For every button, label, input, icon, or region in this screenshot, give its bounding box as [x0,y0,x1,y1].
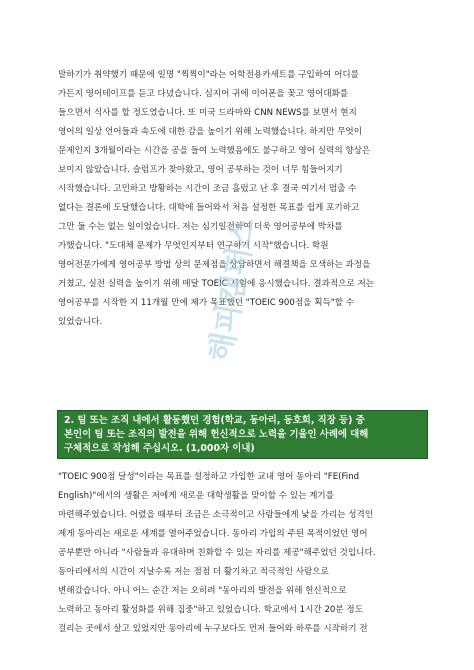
text-line: 공부뿐만 아니라 "사람들과 유대하며 친화할 수 있는 자리를 제공"해주었던 것입니다. [58,548,376,558]
text-line: 제게 동아리는 새로운 세계를 열어주었습니다. 동아리 가입의 주된 목적이었던 영어 [58,529,368,539]
heading-line: 본인이 팀 또는 조직의 발전을 위해 헌신적으로 노력을 기울인 사례에 대해 [64,429,369,440]
text-line: 걸리는 곳에서 살고 있었지만 동아리에 누구보다도 먼저 들어와 하루를 시작하기 전 [58,624,368,634]
text-line: 거쳤고, 실전 실력을 높이기 위해 매달 TOEIC 시험에 응시했습니다. 결과적으로 저는 [58,279,375,289]
text-line: 들으면서 식사를 할 정도였습니다. 또 미국 드라마와 CNN NEWS를 보면서 현지 [58,108,357,118]
heading-line: 2. 팀 또는 조직 내에서 활동했던 경험(학교, 동아리, 동호회, 직장 등) 중 [64,415,365,426]
svg-text:해피캠퍼스: 해피캠퍼스 [206,215,262,365]
text-line: 노력하고 동아리 활성화를 위해 집중"하고 있었습니다. 학교에서 1시간 20분 정도 [58,605,364,615]
text-line: 그만 둘 수는 없는 일이었습니다. 저는 심기일전하여 더욱 영어공부에 박차를 [58,222,343,232]
text-line: 영어전문가에게 영어공부 방법 상의 문제점을 상담하면서 해결책을 모색하는 과정을 [58,260,371,270]
answer-paragraph-1 [58,66,426,332]
text-line: 보이지 않았습니다. 슬럼프가 찾아왔고, 영어 공부하는 것이 너무 힘들어지기 [58,165,343,175]
text-line: 가했습니다. "도대체 문제가 무엇인지부터 연구하기 시작"했습니다. 학원 [58,241,329,251]
text-line: 있었습니다. [58,317,103,327]
text-line: 없다는 결론에 도달했습니다. 대학에 들어와서 처음 설정한 목표를 쉽게 포기하고 [58,203,360,213]
text-line: 동아리에서의 시간이 지날수록 저는 점점 더 활기차고 적극적인 사람으로 [58,567,329,577]
text-line: 영어공부를 시작한 지 11개월 만에 제가 목표했던 "TOEIC 900점을 획득"할 수 [58,298,355,308]
text-line: 말하기가 취약했기 때문에 일명 "찍찍이"라는 어학전용카세트를 구입하여 어디를 [58,70,359,80]
question-heading [57,410,428,459]
text-line: "TOEIC 900점 달성"이라는 목표를 설정하고 가입한 교내 영어 동아리 "FE(Find [58,472,360,482]
text-line: 문제인지 3개월이라는 시간을 공을 들여 노력했음에도 불구하고 영어 실력의 향상은 [58,146,371,156]
text-line: English)"에서의 생활은 저에게 새로운 대학생활을 맞이할 수 있는 계기를 [58,491,335,501]
text-line: 변해갔습니다. 아니 어느 순간 저는 오히려 "동아리의 발전을 위해 헌신적으로 [58,586,347,596]
text-line: 마련해주었습니다. 어렸을 때부터 조금은 소극적이고 사람들에게 낯을 가리는 성격인 [58,510,374,520]
text-line: 가든지 영어테이프를 듣고 다녔습니다. 심지어 귀에 이어폰을 꽂고 영어대화를 [58,89,349,99]
heading-line: 구체적으로 작성해 주십시오. (1,000자 이내) [64,443,255,454]
text-line: 시작했습니다. 고민하고 방황하는 시간이 조금 흘렀고 난 후 결국 여기서 멈출 수 [58,184,357,194]
answer-paragraph-2 [58,468,426,639]
text-line: 영어의 일상 언어들과 속도에 대한 감을 높이기 위해 노력했습니다. 하지만 무엇이 [58,127,363,137]
